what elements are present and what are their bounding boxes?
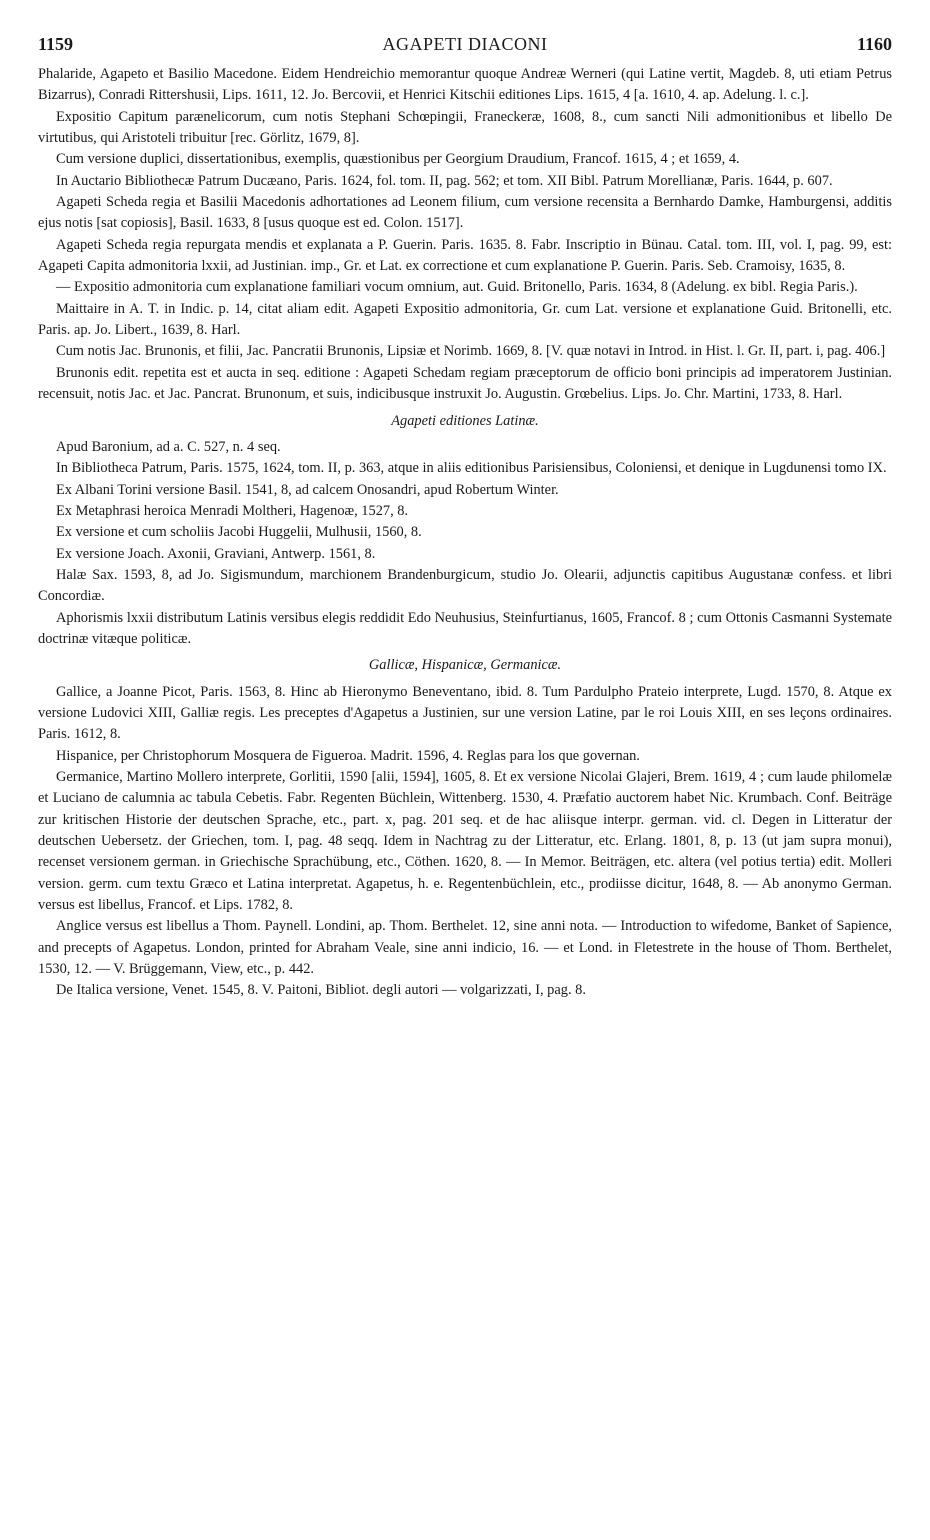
main-text — [38, 64, 892, 1002]
paragraph: Halæ Sax. 1593, 8, ad Jo. Sigismundum, marchionem Brandenburgicum, studio Jo. Olearii, adjunctis capitibus Augustanæ confess. et libri Concordiæ. — [38, 566, 892, 605]
paragraph: Ex versione et cum scholiis Jacobi Huggelii, Mulhusii, 1560, 8. — [56, 524, 422, 541]
paragraph: Gallice, a Joanne Picot, Paris. 1563, 8. Hinc ab Hieronymo Beneventano, ibid. 8. Tum Pardulpho Prateio interprete, Lugd. 1570, 8. Atque ex versione Ludovici XIII, Galliæ regis. Les preceptes d'Agapetus a Justinien, sur une version Latine, par le roi Louis XIII, en ses leçons ordinaires. Paris. 1612, 8. — [38, 683, 892, 743]
paragraph: In Auctario Bibliothecæ Patrum Ducæano, Paris. 1624, fol. tom. II, pag. 562; et tom. XII Bibl. Patrum Morellianæ, Paris. 1644, p. 607. — [56, 172, 833, 189]
paragraph: Maittaire in A. T. in Indic. p. 14, citat aliam edit. Agapeti Expositio admonitoria, Gr. cum Lat. versione et explanatione Guid. Britonelli, etc. Paris. ap. Jo. Libert., 1639, 8. Harl. — [38, 300, 892, 339]
paragraph: Ex Metaphrasi heroica Menradi Moltheri, Hagenoæ, 1527, 8. — [56, 502, 409, 519]
paragraph: — Expositio admonitoria cum explanatione familiari vocum omnium, aut. Guid. Britonello, Paris. 1634, 8 (Adelung. ex bibl. Regia Paris.). — [56, 279, 858, 296]
paragraph: Cum versione duplici, dissertationibus, exemplis, quæstionibus per Georgium Draudium, Francof. 1615, 4 ; et 1659, 4. — [56, 151, 740, 168]
paragraph: Aphorismis lxxii distributum Latinis versibus elegis reddidit Edo Neuhusius, Steinfurtianus, 1605, Francof. 8 ; cum Ottonis Casmanni Systemate doctrinæ vitæque politicæ. — [38, 609, 892, 647]
page-header — [38, 34, 892, 64]
paragraph: In Bibliotheca Patrum, Paris. 1575, 1624, tom. II, p. 363, atque in aliis editionibus Parisiensibus, Coloniensi, et denique in Lugdunensi tomo IX. — [56, 460, 887, 477]
paragraph: Cum notis Jac. Brunonis, et filii, Jac. Pancratii Brunonis, Lipsiæ et Norimb. 1669, 8. [V. quæ notavi in Introd. in Hist. l. Gr. II, part. i, pag. 406.] — [56, 343, 886, 360]
paragraph: Expositio Capitum parænelicorum, cum notis Stephani Schœpingii, Franeckeræ, 1608, 8., cum sancti Nili admonitionibus et libello De virtutibus, qui Aristoteli tribuitur [rec. Görlitz, 1679, 8]. — [38, 108, 892, 147]
right-page-number: 1160 — [856, 34, 892, 54]
left-page-number: 1159 — [38, 34, 74, 54]
section-heading-vernacular: Gallicæ, Hispanicæ, Germanicæ. — [368, 657, 562, 674]
paragraph: Anglice versus est libellus a Thom. Paynell. Londini, ap. Thom. Berthelet. 12, sine anni nota. — Introduction to wifedome, Banket of Sapience, and precepts of Agapetus. London, printed for Abraham Veale, sine anni indicio, 16. — et Lond. in Fletestrete in the house of Thom. Berthelet, 1530, 12. — V. Brüggemann, View, etc., p. 442. — [38, 918, 892, 978]
section-heading-latin: Agapeti editiones Latinæ. — [391, 412, 539, 429]
paragraph: Phalaride, Agapeto et Basilio Macedone. Eidem Hendreichio memorantur quoque Andreæ Werneri (qui Latine vertit, Magdeb. 8, uti etiam Petrus Bizarrus), Conradi Rittershusii, Lips. 1611, 12. Jo. Bercovii, et Henrici Kitschii editiones Lips. 1615, 4 [a. 1610, 4. ap. Adelung. l. c.]. — [38, 66, 892, 104]
paragraph: Apud Baronium, ad a. C. 527, n. 4 seq. — [56, 438, 281, 455]
paragraph: De Italica versione, Venet. 1545, 8. V. Paitoni, Bibliot. degli autori — volgarizzati, I, pag. 8. — [56, 982, 586, 999]
paragraph: Ex Albani Torini versione Basil. 1541, 8, ad calcem Onosandri, apud Robertum Winter. — [56, 481, 559, 498]
paragraph: Agapeti Scheda regia et Basilii Macedonis adhortationes ad Leonem filium, cum versione recensita a Bernhardo Damke, Hamburgensi, additis ejus notis [sat copiosis], Basil. 1633, 8 [usus quoque est ed. Colon. 1517]. — [38, 194, 892, 232]
paragraph: Ex versione Joach. Axonii, Graviani, Antwerp. 1561, 8. — [56, 545, 376, 562]
paragraph: Brunonis edit. repetita est et aucta in seq. editione : Agapeti Schedam regiam præceptorum de officio boni principis ad imperatorem Justinian. recensuit, notis Jac. et Jac. Pancrat. Brunonum, et suis, indicibusque instruxit Jo. Augustin. Grœbelius. Lips. Jo. Chr. Martini, 1733, 8. Harl. — [38, 364, 892, 403]
paragraph: Agapeti Scheda regia repurgata mendis et explanata a P. Guerin. Paris. 1635. 8. Fabr. Inscriptio in Bünau. Catal. tom. III, vol. I, pag. 99, est: Agapeti Capita admonitoria lxxii, ad Justinian. imp., Gr. et Lat. ex correctione et cum explanatione P. Guerin. Paris. Seb. Cramoisy, 1635, 8. — [38, 236, 892, 275]
paragraph: Hispanice, per Christophorum Mosquera de Figueroa. Madrit. 1596, 4. Reglas para los que governan. — [56, 747, 640, 764]
paragraph: Germanice, Martino Mollero interprete, Gorlitii, 1590 [alii, 1594], 1605, 8. Et ex versione Nicolai Glajeri, Brem. 1619, 4 ; cum laude philomelæ et Luciano de calumnia ac tabula Cebetis. Fabr. Regenten Büchlein, Wittenberg. 1530, 4. Præfatio auctorem habet Nic. Krumbach. Conf. Beiträge zur kritischen Historie der deutschen Sprache, etc., part. x, pag. 201 seq. et de hac aliisque interpr. german. vid. cl. Degen in Litteratur der deutschen Uebersetz. der Griechen, tom. I, pag. 48 seqq. Idem in Nachtrag zu der Litteratur, etc. Erlang. 1801, 8, p. 13 (ut jam supra monui), recenset versionem german. in Griechische Sprachübung, etc., Cöthen. 1620, 8. — In Memor. Beiträgen, etc. altera (vel potius tertia) edit. Molleri version. germ. cum textu Græco et Latina interpretat. Agapetus, h. e. Regentenbüchlein, etc., prodiisse dicitur, 1648, 8. — Ab anonymo German. versus est libellus, Francof. et Lips. 1782, 8. — [38, 769, 892, 914]
running-title: AGAPETI DIACONI — [382, 34, 548, 54]
